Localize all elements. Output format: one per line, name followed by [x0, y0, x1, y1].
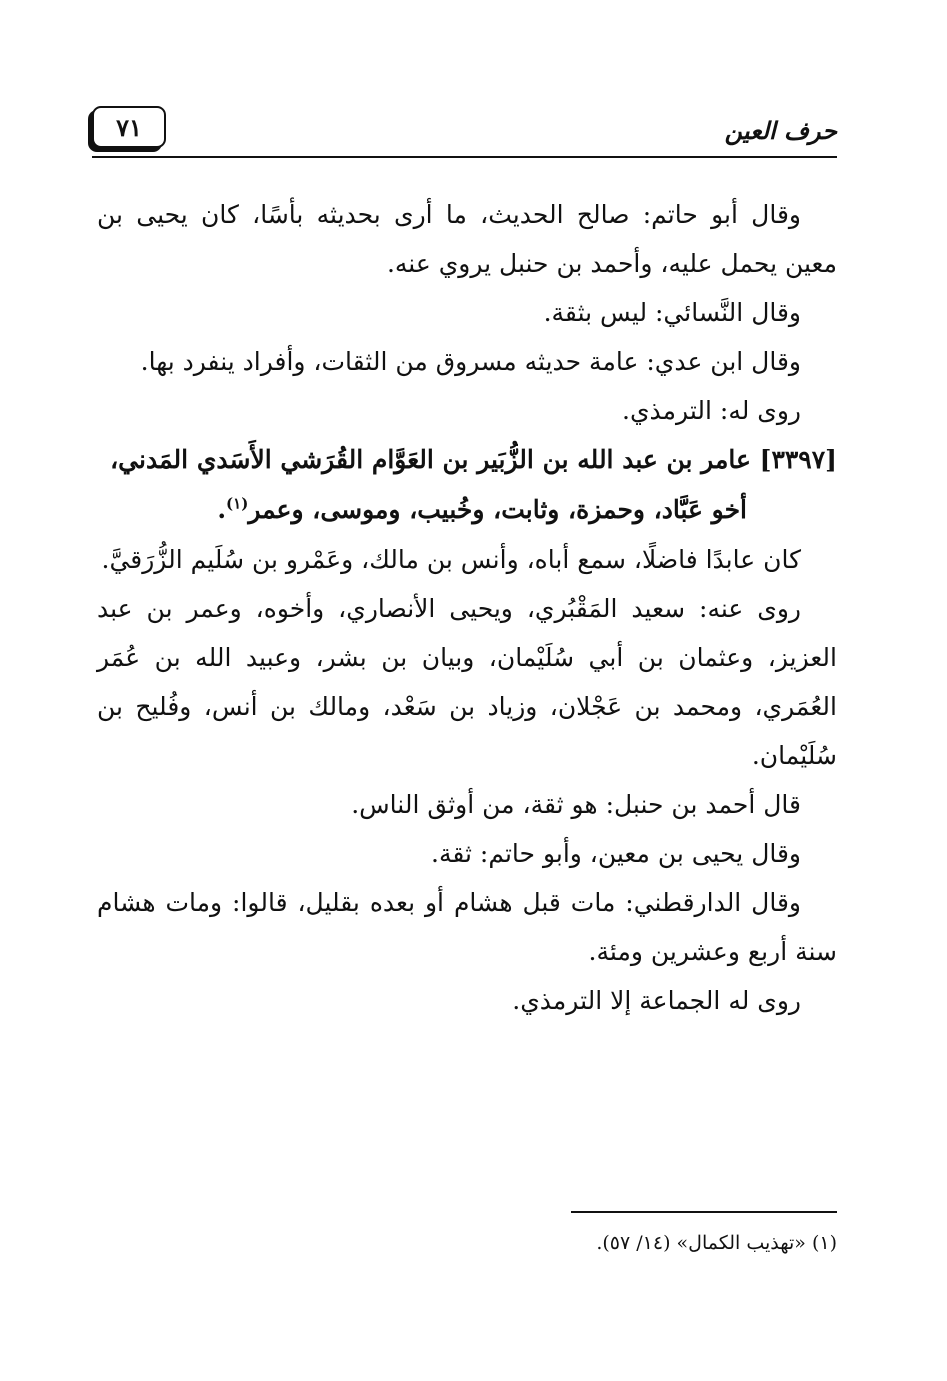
running-title: حرف العين: [724, 116, 837, 145]
paragraph-students: روى عنه: سعيد المَقْبُري، ويحيى الأنصاري، وأخوه، وعمر بن عبد العزيز، وعثمان بن أبي سُلَيْمان، وبيان بن بشر، وعبيد الله بن عُمَر العُمَري، ومحمد بن عَجْلان، وزياد بن سَعْد، ومالك بن أنس، وفُليح بن سُلَيْمان.: [97, 594, 837, 770]
paragraph-ibn-main: وقال يحيى بن معين، وأبو حاتم: ثقة.: [431, 839, 801, 868]
footnote-rule: [571, 1211, 837, 1213]
paragraph-jamaah: روى له الجماعة إلا الترمذي.: [512, 986, 801, 1015]
entry-heading-line2-wrap: [97, 485, 837, 535]
page-number: ٧١: [116, 112, 142, 142]
page-number-box: [92, 106, 166, 148]
paragraph-abu-hatim: وقال أبو حاتم: صالح الحديث، ما أرى بحديثه بأسًا، كان يحيى بن معين يحمل عليه، وأحمد بن حنبل يروي عنه.: [97, 200, 837, 278]
paragraph-biography: كان عابدًا فاضلًا، سمع أباه، وأنس بن مالك، وعَمْرو بن سُلَيم الزُّرَقيَّ.: [101, 545, 801, 574]
paragraph-ahmad: قال أحمد بن حنبل: هو ثقة، من أوثق الناس.: [351, 790, 801, 819]
main-text: [97, 190, 837, 1025]
entry-heading-line1: [٣٣٩٧] عامر بن عبد الله بن الزُّبَير بن العَوَّام القُرَشي الأَسَدي المَدني،: [110, 445, 837, 474]
entry-heading: [97, 435, 837, 535]
paragraph-daraqutni: وقال الدارقطني: مات قبل هشام أو بعده بقليل، قالوا: ومات هشام سنة أربع وعشرين ومئة.: [97, 888, 837, 966]
paragraph-ibn-adi: وقال ابن عدي: عامة حديثه مسروق من الثقات، وأفراد ينفرد بها.: [140, 347, 801, 376]
footnote-1: (١) «تهذيب الكمال» (١٤/ ٥٧).: [596, 1232, 837, 1254]
paragraph-rawa-lahu: روى له: الترمذي.: [622, 396, 801, 425]
entry-heading-line2: أخو عَبَّاد، وحمزة، وثابت، وخُبيب، وموسى، وعمر: [248, 495, 747, 524]
paragraph-nasai: وقال النَّسائي: ليس بثقة.: [543, 298, 801, 327]
entry-heading-end: .: [217, 495, 227, 524]
footnote-ref: (١): [226, 494, 249, 513]
header-rule: [92, 156, 837, 158]
